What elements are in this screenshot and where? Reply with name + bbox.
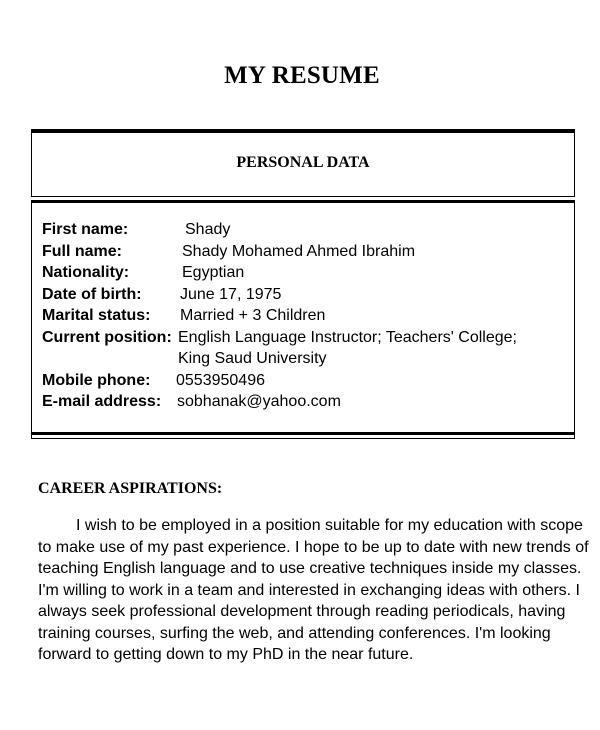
field-row-nationality — [42, 262, 562, 284]
resume-title: MY RESUME — [224, 62, 380, 89]
field-label: Marital status: — [42, 307, 151, 324]
field-value: June 17, 1975 — [180, 285, 282, 303]
field-label: Current position: — [42, 328, 172, 346]
field-value: Married + 3 Children — [180, 307, 326, 324]
career-line: training courses, surfing the web, and attending conferences. I'm looking — [38, 624, 551, 642]
field-row-marital-status — [42, 305, 562, 327]
field-row-full-name — [42, 241, 562, 263]
field-label: Nationality: — [42, 264, 130, 281]
career-line: to make use of my past experience. I hope to be up to date with new trends of — [38, 538, 589, 556]
field-row-current-position — [42, 327, 562, 349]
field-label: E-mail address: — [42, 393, 162, 410]
personal-data-heading: PERSONAL DATA — [236, 154, 370, 171]
field-label: Date of birth: — [42, 285, 142, 303]
career-line: teaching English language and to use creative techniques inside my classes. — [38, 560, 582, 577]
field-label — [42, 348, 178, 370]
field-value: 0553950496 — [176, 371, 265, 389]
box-bottom-rule-thick — [31, 432, 575, 435]
box-top-rule — [31, 129, 575, 133]
career-line: I wish to be employed in a position suitable for my education with scope — [76, 517, 583, 534]
field-label: Full name: — [42, 242, 123, 260]
field-value: King Saud University — [178, 350, 327, 367]
career-line: always seek professional development through reading periodicals, having — [38, 603, 566, 620]
career-line: forward to getting down to my PhD in the near future. — [38, 646, 414, 663]
box-right-border-bottom — [574, 200, 575, 439]
career-aspirations-body — [38, 515, 589, 666]
field-row-mobile-phone — [42, 370, 562, 392]
box-bottom-rule-thin — [31, 438, 575, 439]
field-row-email-address — [42, 391, 562, 413]
box-left-border-bottom — [31, 200, 32, 439]
field-value: sobhanak@yahoo.com — [177, 393, 341, 410]
box-divider-thin — [31, 196, 575, 197]
field-row-date-of-birth — [42, 284, 562, 306]
personal-data-box — [31, 129, 575, 441]
field-label: Mobile phone: — [42, 371, 151, 389]
personal-fields — [42, 219, 562, 413]
career-line: I'm willing to work in a team and interested in exchanging ideas with others. I — [38, 581, 580, 599]
field-row-first-name — [42, 219, 562, 241]
field-value: Egyptian — [182, 264, 245, 281]
field-row-current-position-cont — [42, 348, 562, 370]
career-aspirations-heading: CAREER ASPIRATIONS: — [38, 480, 223, 497]
field-value: Shady — [185, 221, 231, 238]
box-divider-thick — [31, 200, 575, 203]
field-value: English Language Instructor; Teachers' College; — [178, 328, 517, 346]
field-label: First name: — [42, 221, 129, 238]
field-value: Shady Mohamed Ahmed Ibrahim — [182, 242, 416, 260]
